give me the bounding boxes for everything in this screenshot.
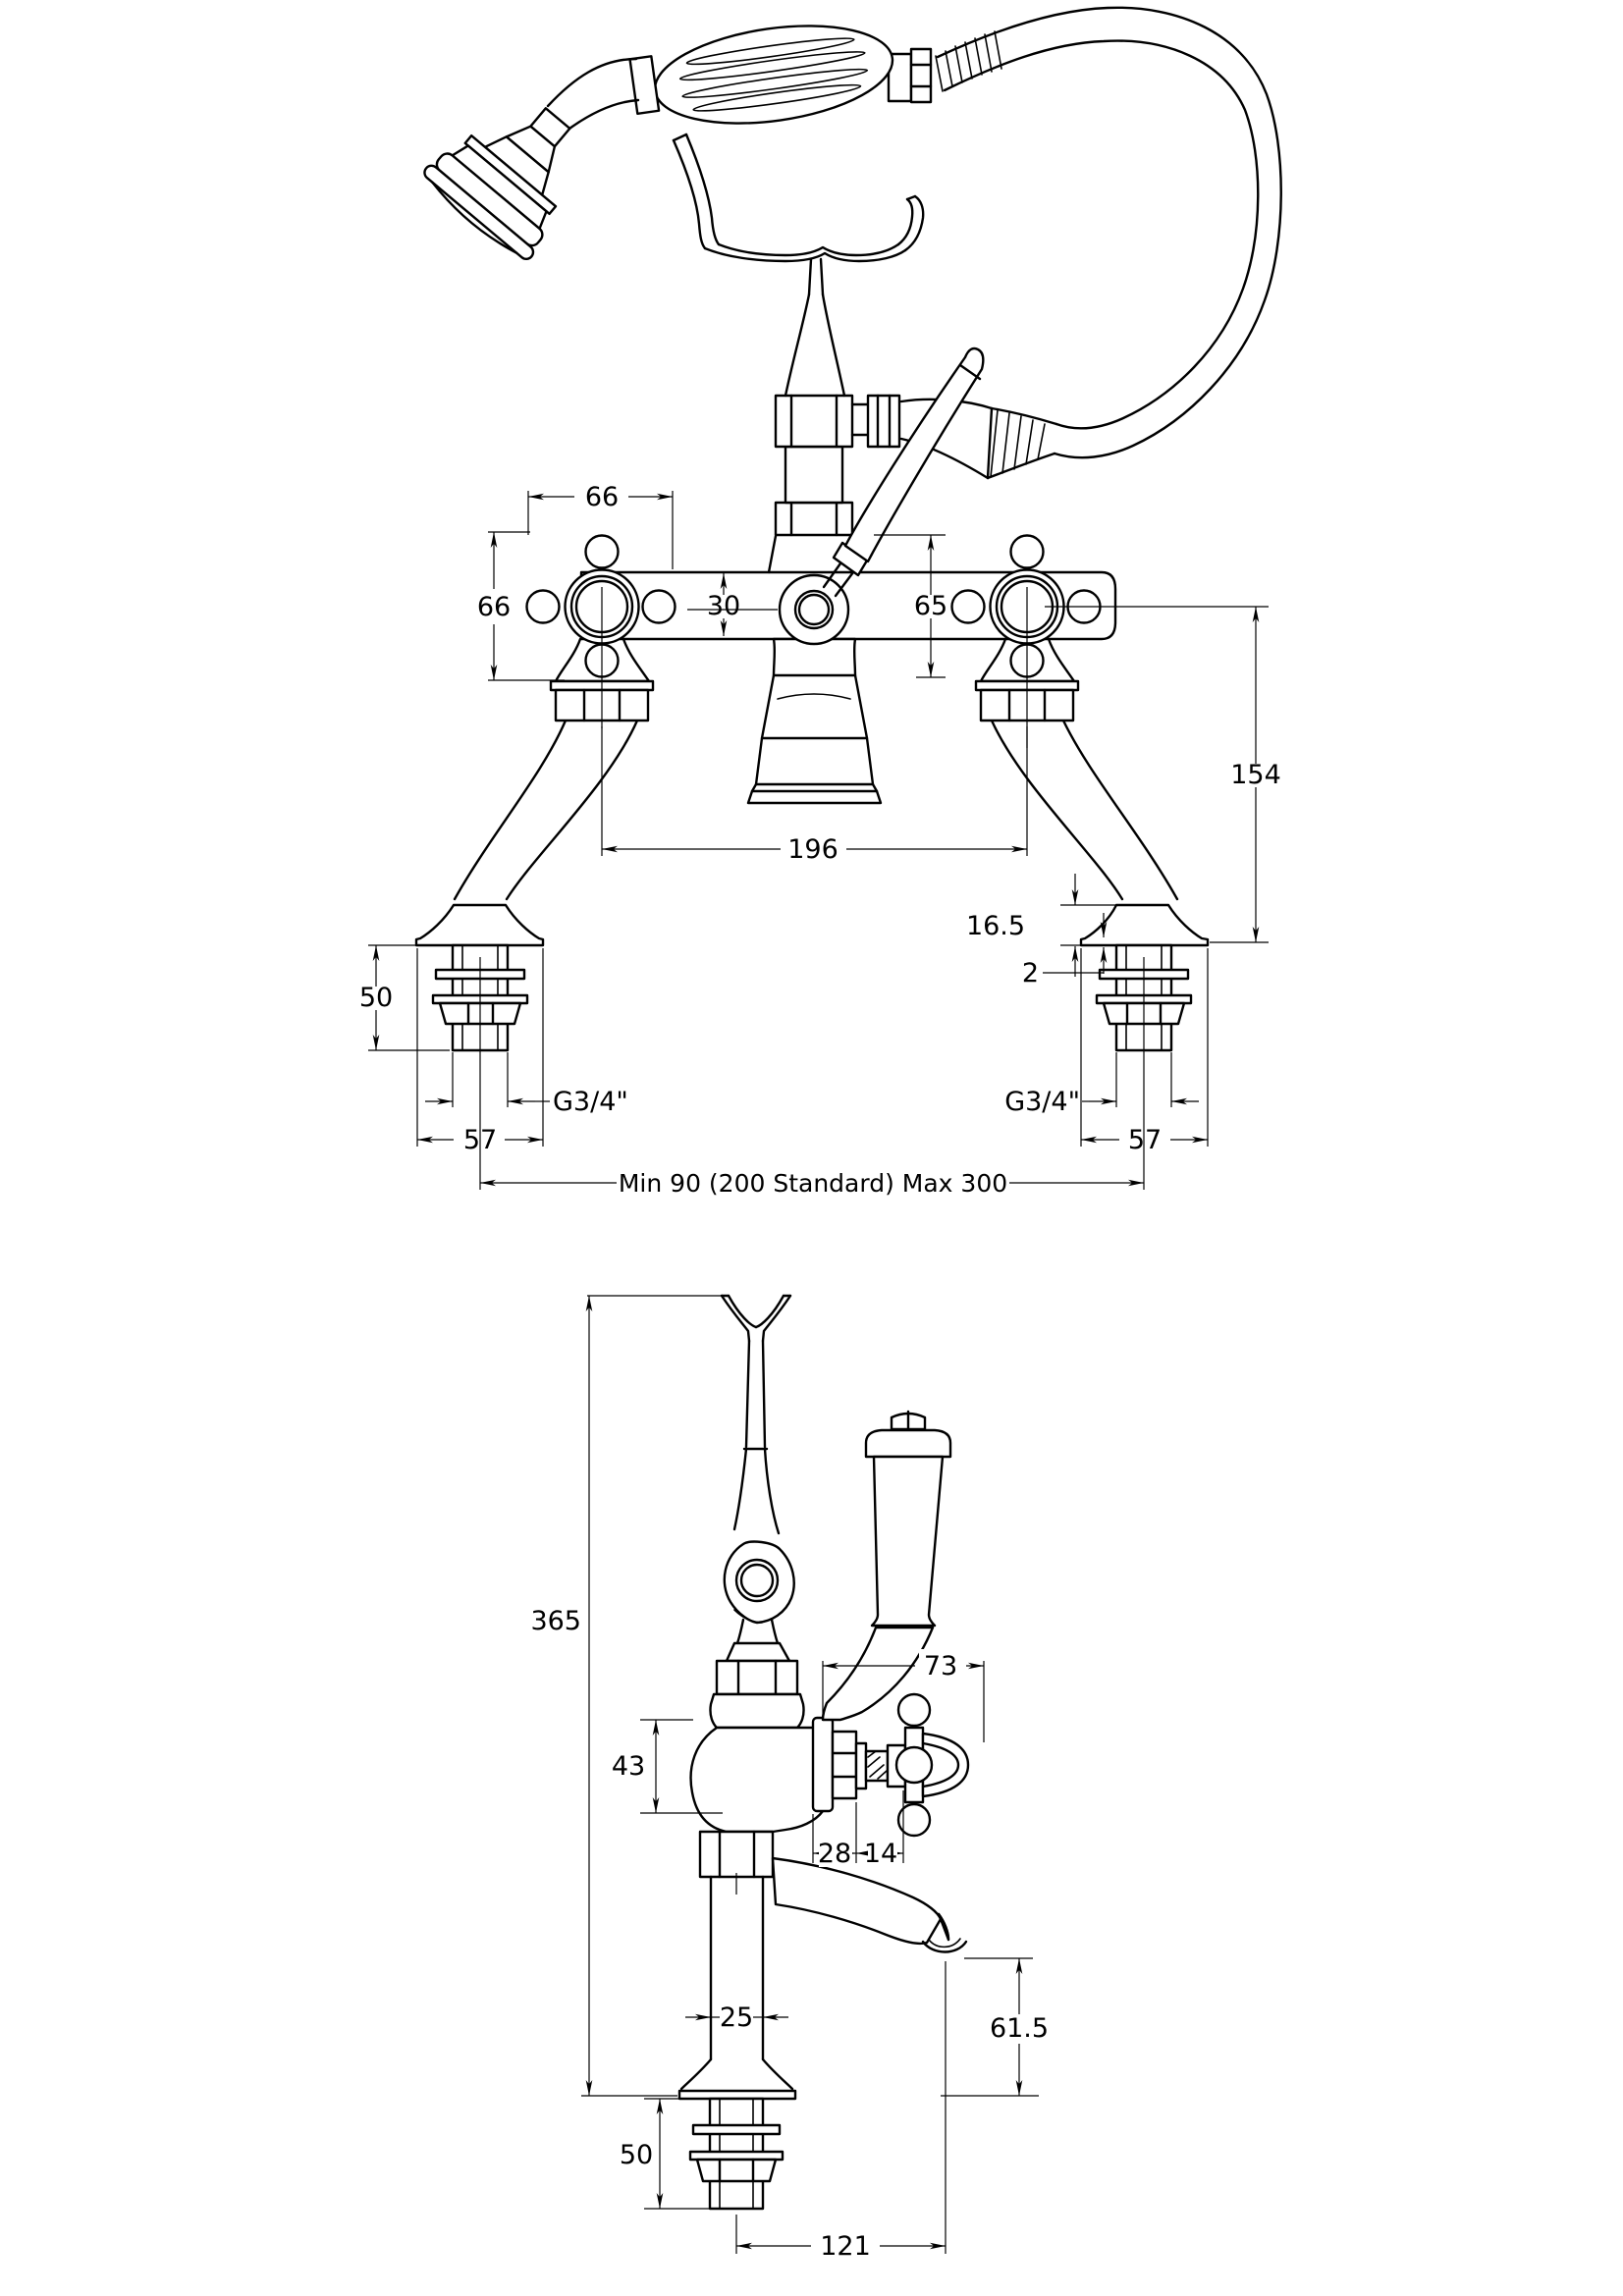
- dim-label-14: 14: [863, 1839, 898, 1869]
- side-shank: [679, 1873, 795, 2209]
- dim-label-66-vertical: 66: [476, 592, 512, 622]
- side-spindle: [710, 1449, 803, 1728]
- hose-crimp: [988, 408, 1056, 478]
- dim-label-28: 28: [817, 1839, 852, 1869]
- dim-label-16-5: 16.5: [965, 911, 1026, 941]
- dim-label-2: 2: [1021, 958, 1039, 988]
- side-cradle-fork: [722, 1296, 790, 1449]
- dim-label-365: 365: [530, 1606, 581, 1636]
- dim-label-57-right: 57: [1127, 1125, 1163, 1155]
- dim-label-g34-left: G3/4": [553, 1087, 628, 1117]
- dim-label-73: 73: [923, 1651, 958, 1682]
- dim-label-66-horizontal: 66: [584, 482, 620, 512]
- spout: [748, 639, 881, 803]
- cradle-fork: [674, 134, 923, 396]
- dim-label-g34-right: G3/4": [1004, 1087, 1080, 1117]
- shower-hose: [936, 8, 1281, 457]
- side-valve-body: [691, 1718, 833, 1832]
- dim-label-range: Min 90 (200 Standard) Max 300: [618, 1169, 1008, 1198]
- dim-spout-projection: [736, 1961, 946, 2262]
- dim-centres-range: [480, 1169, 1144, 1198]
- dim-label-30: 30: [706, 591, 741, 621]
- dim-spout-height: [941, 1958, 1049, 2096]
- dim-total-height: [530, 1296, 725, 2096]
- side-spout: [773, 1858, 966, 1952]
- leg-left: [416, 721, 637, 945]
- diverter-lever: [824, 348, 983, 596]
- dim-label-50-side: 50: [619, 2140, 654, 2170]
- dim-label-57-left: 57: [462, 1125, 498, 1155]
- dim-label-43: 43: [611, 1751, 646, 1782]
- side-view: [530, 1296, 1049, 2262]
- dim-flange-gap: [966, 874, 1119, 977]
- dim-label-50-front: 50: [358, 983, 394, 1013]
- dim-label-121: 121: [820, 2231, 871, 2262]
- dim-deck-height: [1045, 607, 1281, 942]
- front-view: [359, 8, 1281, 1198]
- dim-flange-thickness: [1022, 913, 1104, 988]
- dim-thread-right: [1004, 1052, 1199, 1117]
- dim-label-65: 65: [913, 591, 948, 621]
- dim-column-width: [685, 2002, 788, 2033]
- dim-label-196: 196: [787, 834, 839, 865]
- dim-label-154: 154: [1230, 760, 1281, 790]
- handset-grip: [630, 12, 931, 136]
- handset-head: [418, 59, 638, 266]
- dim-label-61-5: 61.5: [989, 2013, 1050, 2044]
- diverter-outlet: [780, 575, 848, 644]
- dim-label-25: 25: [719, 2002, 754, 2033]
- dim-thread-left: [425, 1052, 628, 1117]
